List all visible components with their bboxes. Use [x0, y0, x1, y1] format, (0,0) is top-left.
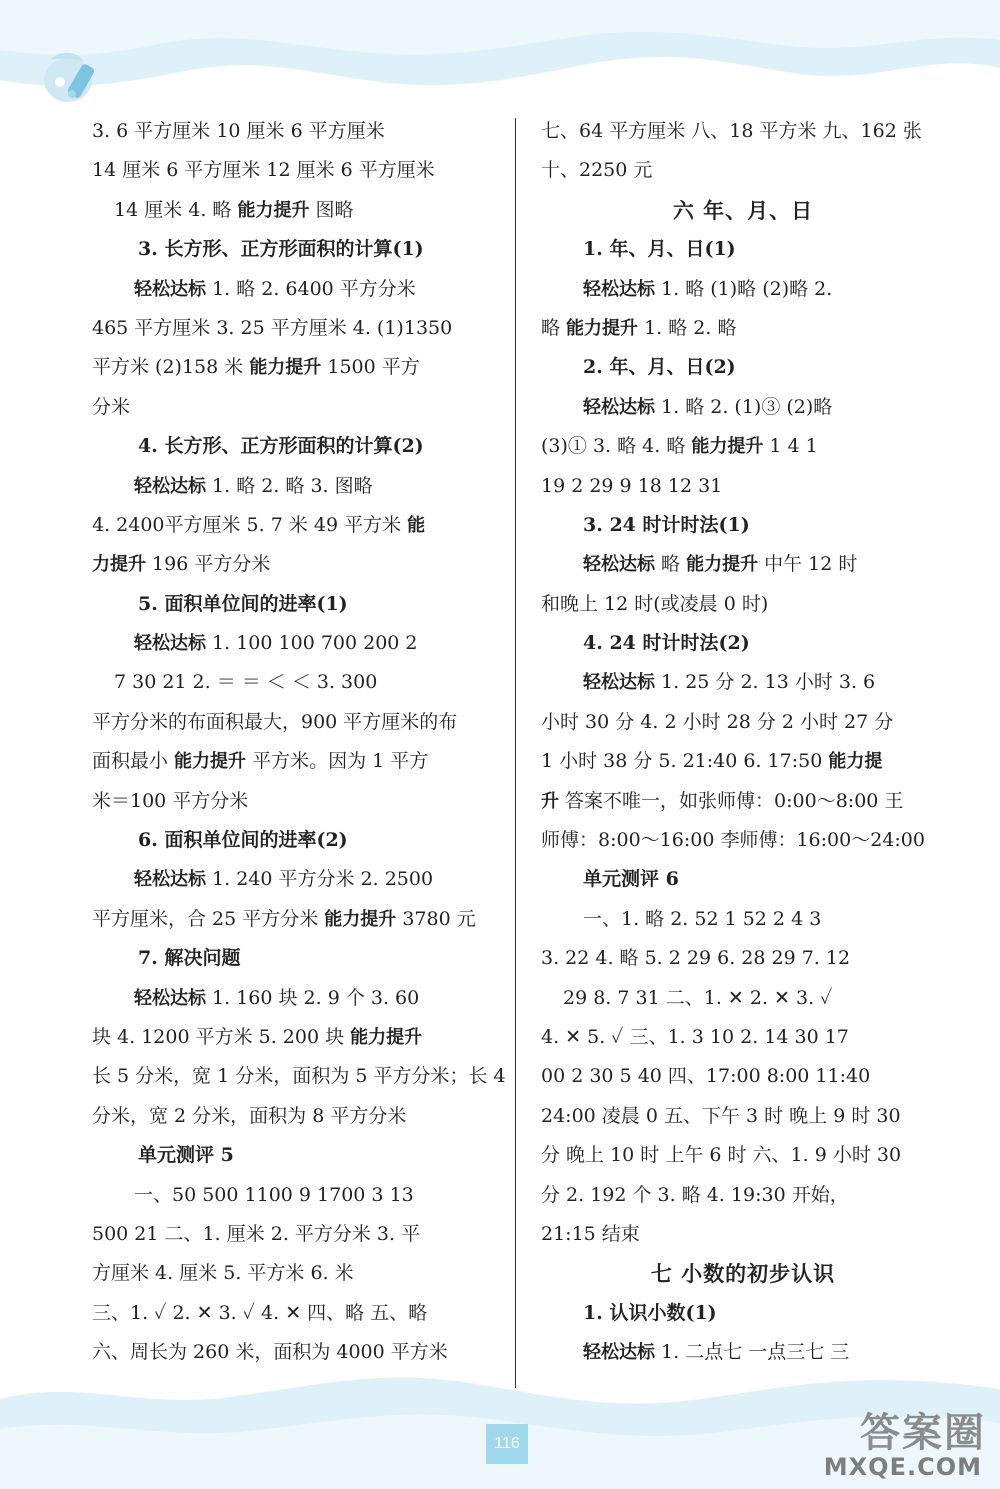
answer-line — [541, 270, 945, 309]
answer-text: 略 — [655, 553, 687, 576]
answer-text: 平方米。因为 1 平方 — [246, 750, 429, 773]
answer-line: 小时 30 分 4. 2 小时 28 分 2 小时 27 分 — [541, 710, 894, 733]
answer-line: 00 2 30 5 40 四、17:00 8:00 11:40 — [541, 1065, 871, 1088]
answer-text: 略 — [541, 316, 567, 339]
answer-line: 十、2250 元 — [541, 159, 653, 182]
answer-line — [92, 467, 492, 506]
section-heading: 六 年、月、日 — [672, 197, 814, 223]
watermark-text-top: 答案圈 — [860, 1410, 986, 1456]
answer-text: 1. 略 2. (1)③ (2)略 — [655, 395, 833, 418]
label-bold: 能力提升 — [174, 751, 247, 773]
answer-text: 3780 元 — [396, 907, 476, 930]
answer-column-right — [541, 112, 945, 1373]
label-bold: 能力提升 — [350, 1026, 423, 1048]
answer-line: 一、50 500 1100 9 1700 3 13 — [134, 1183, 414, 1206]
label-bold: 轻松达标 — [134, 987, 206, 1009]
section-heading: 5. 面积单位间的进率(1) — [138, 592, 348, 615]
label-bold: 能力提升 — [686, 554, 759, 576]
label-bold: 轻松达标 — [134, 475, 206, 497]
answer-line: 3. 22 4. 略 5. 2 29 6. 28 29 7. 12 — [541, 947, 851, 970]
label-bold: 轻松达标 — [583, 396, 655, 418]
answer-line: 19 2 29 9 18 12 31 — [541, 474, 723, 497]
answer-line — [92, 860, 492, 899]
answer-line: 和晚上 12 时(或凌晨 0 时) — [541, 592, 769, 615]
answer-line — [92, 270, 492, 309]
label-bold: 力提升 — [92, 554, 146, 576]
label-bold: 能力提 — [828, 751, 883, 773]
answer-line — [92, 1018, 492, 1057]
page-number-badge: 116 — [486, 1424, 528, 1464]
label-bold: 轻松达标 — [134, 633, 206, 655]
answer-line — [541, 309, 945, 348]
corner-logo-icon — [38, 42, 108, 112]
answer-line: 师傅：8:00～16:00 李师傅：16:00～24:00 — [541, 829, 925, 852]
answer-line — [92, 624, 492, 663]
section-heading: 4. 长方形、正方形面积的计算(2) — [138, 435, 424, 458]
answer-line: 七、64 平方厘米 八、18 平方米 九、162 张 — [541, 120, 922, 142]
answer-line — [541, 545, 945, 584]
answer-text: 1. 25 分 2. 13 小时 3. 6 — [655, 671, 876, 694]
label-bold: 轻松达标 — [583, 554, 655, 576]
answer-line: 3. 6 平方厘米 10 厘米 6 平方厘米 — [92, 120, 385, 142]
answer-line — [92, 900, 492, 939]
label-bold: 轻松达标 — [583, 278, 655, 300]
answer-line — [541, 742, 945, 781]
answer-text: 14 厘米 4. 略 — [114, 198, 238, 221]
label-bold: 能力提升 — [324, 908, 397, 930]
answer-line: 长 5 分米，宽 1 分米，面积为 5 平方分米；长 4 — [92, 1065, 506, 1088]
answer-line: 三、1. ✓ 2. ✕ 3. ✓ 4. ✕ 四、略 五、略 — [92, 1301, 428, 1324]
section-heading: 3. 长方形、正方形面积的计算(1) — [138, 238, 424, 261]
answer-text: 平方厘米，合 25 平方分米 — [92, 907, 325, 930]
answer-line: 500 21 二、1. 厘米 2. 平方分米 3. 平 — [92, 1222, 421, 1245]
answer-text: (3)① 3. 略 4. 略 — [541, 435, 692, 458]
section-heading: 7. 解决问题 — [138, 947, 241, 970]
answer-line — [92, 506, 492, 545]
answer-text: 1. 240 平方分米 2. 2500 — [206, 868, 434, 891]
answer-text: 1 4 1 — [763, 435, 818, 458]
answer-text: 1. 二点七 一点三七 三 — [655, 1341, 850, 1364]
answer-text: 1. 100 100 700 200 2 — [206, 632, 418, 655]
answer-line — [92, 979, 492, 1018]
answer-column-left — [92, 112, 506, 1373]
label-bold: 轻松达标 — [134, 278, 206, 300]
answer-line: 米＝100 平方分米 — [92, 789, 249, 812]
answer-text: 1. 略 2. 6400 平方分米 — [206, 277, 416, 300]
label-bold: 能力提升 — [237, 199, 310, 221]
answer-line: 21:15 结束 — [541, 1222, 640, 1245]
label-bold: 能力提升 — [249, 357, 322, 379]
answer-text: 1. 略 2. 略 — [638, 316, 737, 339]
answer-line: 平方分米的布面积最大，900 平方厘米的布 — [92, 710, 458, 733]
section-heading: 单元测评 6 — [583, 868, 679, 891]
section-heading: 4. 24 时计时法(2) — [583, 632, 750, 655]
answer-text: 1. 略 2. 略 3. 图略 — [206, 474, 373, 497]
answer-line — [541, 388, 945, 427]
watermark-text-bottom: MXQE.COM — [823, 1453, 982, 1481]
section-heading: 七 小数的初步认识 — [650, 1261, 836, 1287]
answer-line: 14 厘米 6 平方厘米 12 厘米 6 平方厘米 — [92, 159, 435, 182]
answer-line — [92, 545, 492, 584]
section-heading: 6. 面积单位间的进率(2) — [138, 829, 348, 852]
column-divider — [515, 118, 516, 1388]
label-bold: 能 — [407, 514, 426, 536]
answer-text: 答案不唯一，如张师傅：0:00～8:00 王 — [559, 789, 904, 812]
label-bold: 轻松达标 — [583, 672, 655, 694]
answer-line — [541, 427, 945, 466]
section-heading: 1. 年、月、日(1) — [583, 238, 736, 261]
answer-line: 一、1. 略 2. 52 1 52 2 4 3 — [583, 907, 822, 930]
label-bold: 轻松达标 — [134, 869, 206, 891]
answer-line: 29 8. 7 31 二、1. ✕ 2. ✕ 3. ✓ — [563, 986, 833, 1009]
answer-line — [92, 742, 492, 781]
label-bold: 能力提升 — [566, 317, 639, 339]
label-bold: 能力提升 — [691, 436, 764, 458]
answer-line: 465 平方厘米 3. 25 平方厘米 4. (1)1350 — [92, 316, 453, 339]
answer-line: 分 2. 192 个 3. 略 4. 19:30 开始， — [541, 1183, 849, 1206]
label-bold: 升 — [541, 790, 559, 812]
answer-text: 1. 160 块 2. 9 个 3. 60 — [206, 986, 420, 1009]
answer-text: 图略 — [309, 198, 354, 221]
answer-line: 六、周长为 260 米，面积为 4000 平方米 — [92, 1341, 448, 1364]
label-bold: 轻松达标 — [583, 1342, 655, 1364]
answer-line: 方厘米 4. 厘米 5. 平方米 6. 米 — [92, 1262, 354, 1285]
watermark-logo — [776, 1401, 986, 1481]
section-heading: 3. 24 时计时法(1) — [583, 513, 750, 536]
section-heading: 1. 认识小数(1) — [583, 1301, 717, 1324]
answer-text: 1. 略 (1)略 (2)略 2. — [655, 277, 833, 300]
answer-line: 分米 — [92, 395, 131, 418]
top-wave-decoration — [0, 0, 1000, 110]
answer-text: 中午 12 时 — [758, 553, 858, 576]
section-heading: 2. 年、月、日(2) — [583, 356, 736, 379]
answer-text: 4. 2400平方厘米 5. 7 米 49 平方米 — [92, 513, 408, 536]
answer-line: 24:00 凌晨 0 五、下午 3 时 晚上 9 时 30 — [541, 1104, 901, 1127]
answer-text: 1 小时 38 分 5. 21:40 6. 17:50 — [541, 750, 829, 773]
answer-text: 196 平方分米 — [146, 553, 271, 576]
answer-line: 分米，宽 2 分米，面积为 8 平方分米 — [92, 1104, 407, 1127]
answer-text: 平方米 (2)158 米 — [92, 356, 250, 379]
section-heading: 单元测评 5 — [138, 1144, 234, 1167]
answer-line — [541, 782, 945, 821]
answer-line — [92, 348, 492, 387]
answer-text: 面积最小 — [92, 750, 175, 773]
answer-line — [92, 191, 492, 230]
answer-line — [541, 663, 945, 702]
answer-line: 分 晚上 10 时 上午 6 时 六、1. 9 小时 30 — [541, 1144, 902, 1167]
answer-line: 4. ✕ 5. ✓ 三、1. 3 10 2. 14 30 17 — [541, 1025, 849, 1048]
answer-line: 7 30 21 2. ＝ ＝ ＜ ＜ 3. 300 — [114, 671, 378, 694]
answer-text: 1500 平方 — [321, 356, 420, 379]
answer-text: 块 4. 1200 平方米 5. 200 块 — [92, 1025, 351, 1048]
